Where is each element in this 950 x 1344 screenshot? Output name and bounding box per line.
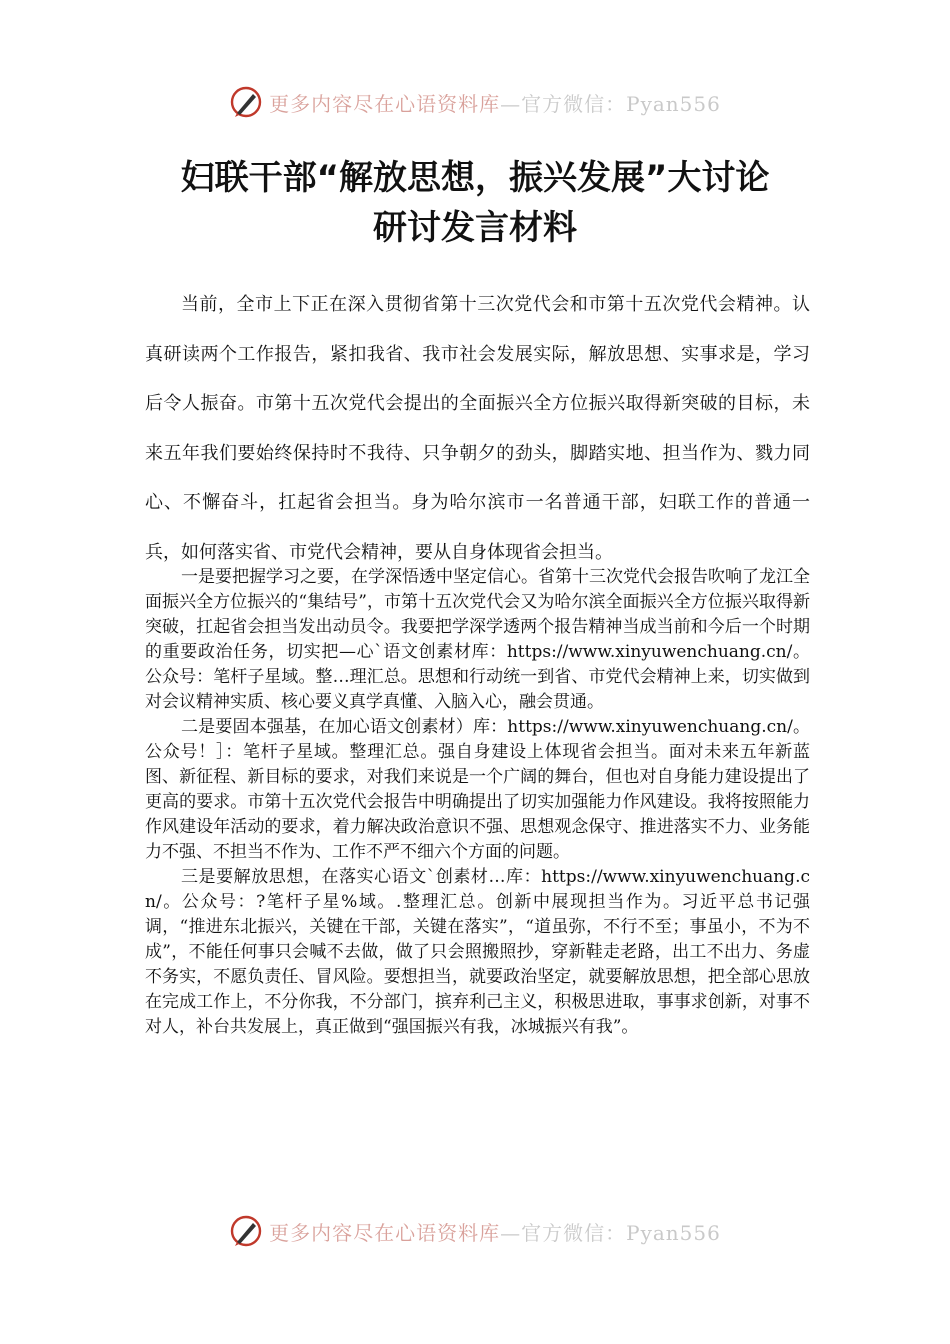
watermark-separator: — xyxy=(500,91,522,116)
document-title-line1: 妇联干部“解放思想，振兴发展”大讨论 xyxy=(180,158,770,198)
body-paragraph-2: 二是要固本强基，在加心语文创素材）库：https://www.xinyuwenchuang.cn/。公众号！］：笔杆子星域。整理汇总。强自身建设上体现省会担当。面对未来五年新蓝图、新征程、新目标的要求，对我们来说是一个广阔的舞台，但也对自身能力建设提出了更高的要求。市第十五次党代会报告中明确提出了切实加强能力作风建设。我将按照能力作风建设年活动的要求，着力解决政治意识不强、思想观念保守、推进落实不力、业务能力不强、不担当不作为、工作不严不细六个方面的问题。 xyxy=(145,717,810,862)
watermark-contact: 官方微信：Pyan556 xyxy=(521,91,721,116)
body-paragraph-3: 三是要解放思想，在落实心语文`创素材…库：https://www.xinyuwenchuang.cn/。公众号：?笔杆子星%域。.整理汇总。创新中展现担当作为。习近平总书记强调，“推进东北振兴，关键在干部，关键在落实”，“道虽弥，不行不至；事虽小，不为不成”，不能任何事只会喊不去做，做了只会照搬照抄，穿新鞋走老路，出工不出力、务虚不务实，不愿负责任、冒风险。要想担当，就要政治坚定，就要解放思想，把全部心思放在完成工作上，不分你我，不分部门，摈弃利己主义，积极思进取，事事求创新，对事不对人，补台共发展上，真正做到“强国振兴有我，冰城振兴有我”。 xyxy=(145,867,810,1037)
pen-circle-logo-icon xyxy=(229,1214,263,1248)
document-title-line2: 研讨发言材料 xyxy=(373,208,577,248)
body-paragraph-1: 一是要把握学习之要，在学深悟透中坚定信心。省第十三次党代会报告吹响了龙江全面振兴全方位振兴的“集结号”，市第十五次党代会又为哈尔滨全面振兴全方位振兴取得新突破，扛起省会担当发出动员令。我要把学深学透两个报告精神当成当前和今后一个时期的重要政治任务，切实把—心`语文创素材库：https://www.xinyuwenchuang.cn/。公众号：笔杆子星域。整…理汇总。思想和行动统一到省、市党代会精神上来，切实做到对会议精神实质、核心要义真学真懂、入脑入心，融会贯通。 xyxy=(145,567,810,712)
footer-watermark xyxy=(0,1211,950,1251)
watermark-contact: 官方微信：Pyan556 xyxy=(521,1220,721,1245)
watermark-main: 更多内容尽在心语资料库 xyxy=(269,91,501,116)
pen-circle-logo-icon xyxy=(229,85,263,119)
watermark-text xyxy=(269,88,721,117)
watermark-separator: — xyxy=(500,1220,522,1245)
header-watermark xyxy=(0,82,950,122)
body-section xyxy=(145,565,810,1040)
watermark-group xyxy=(229,85,721,119)
intro-paragraph: 当前，全市上下正在深入贯彻省第十三次党代会和市第十五次党代会精神。认真研读两个工作报告，紧扣我省、我市社会发展实际，解放思想、实事求是，学习后令人振奋。市第十五次党代会提出的全面振兴全方位振兴取得新突破的目标，未来五年我们要始终保持时不我待、只争朝夕的劲头，脚踏实地、担当作为、戮力同心、不懈奋斗，扛起省会担当。身为哈尔滨市一名普通干部，妇联工作的普通一兵，如何落实省、市党代会精神，要从自身体现省会担当。 xyxy=(145,294,810,563)
intro-section xyxy=(145,280,810,578)
watermark-main: 更多内容尽在心语资料库 xyxy=(269,1220,501,1245)
watermark-text xyxy=(269,1217,721,1246)
watermark-group xyxy=(229,1214,721,1248)
